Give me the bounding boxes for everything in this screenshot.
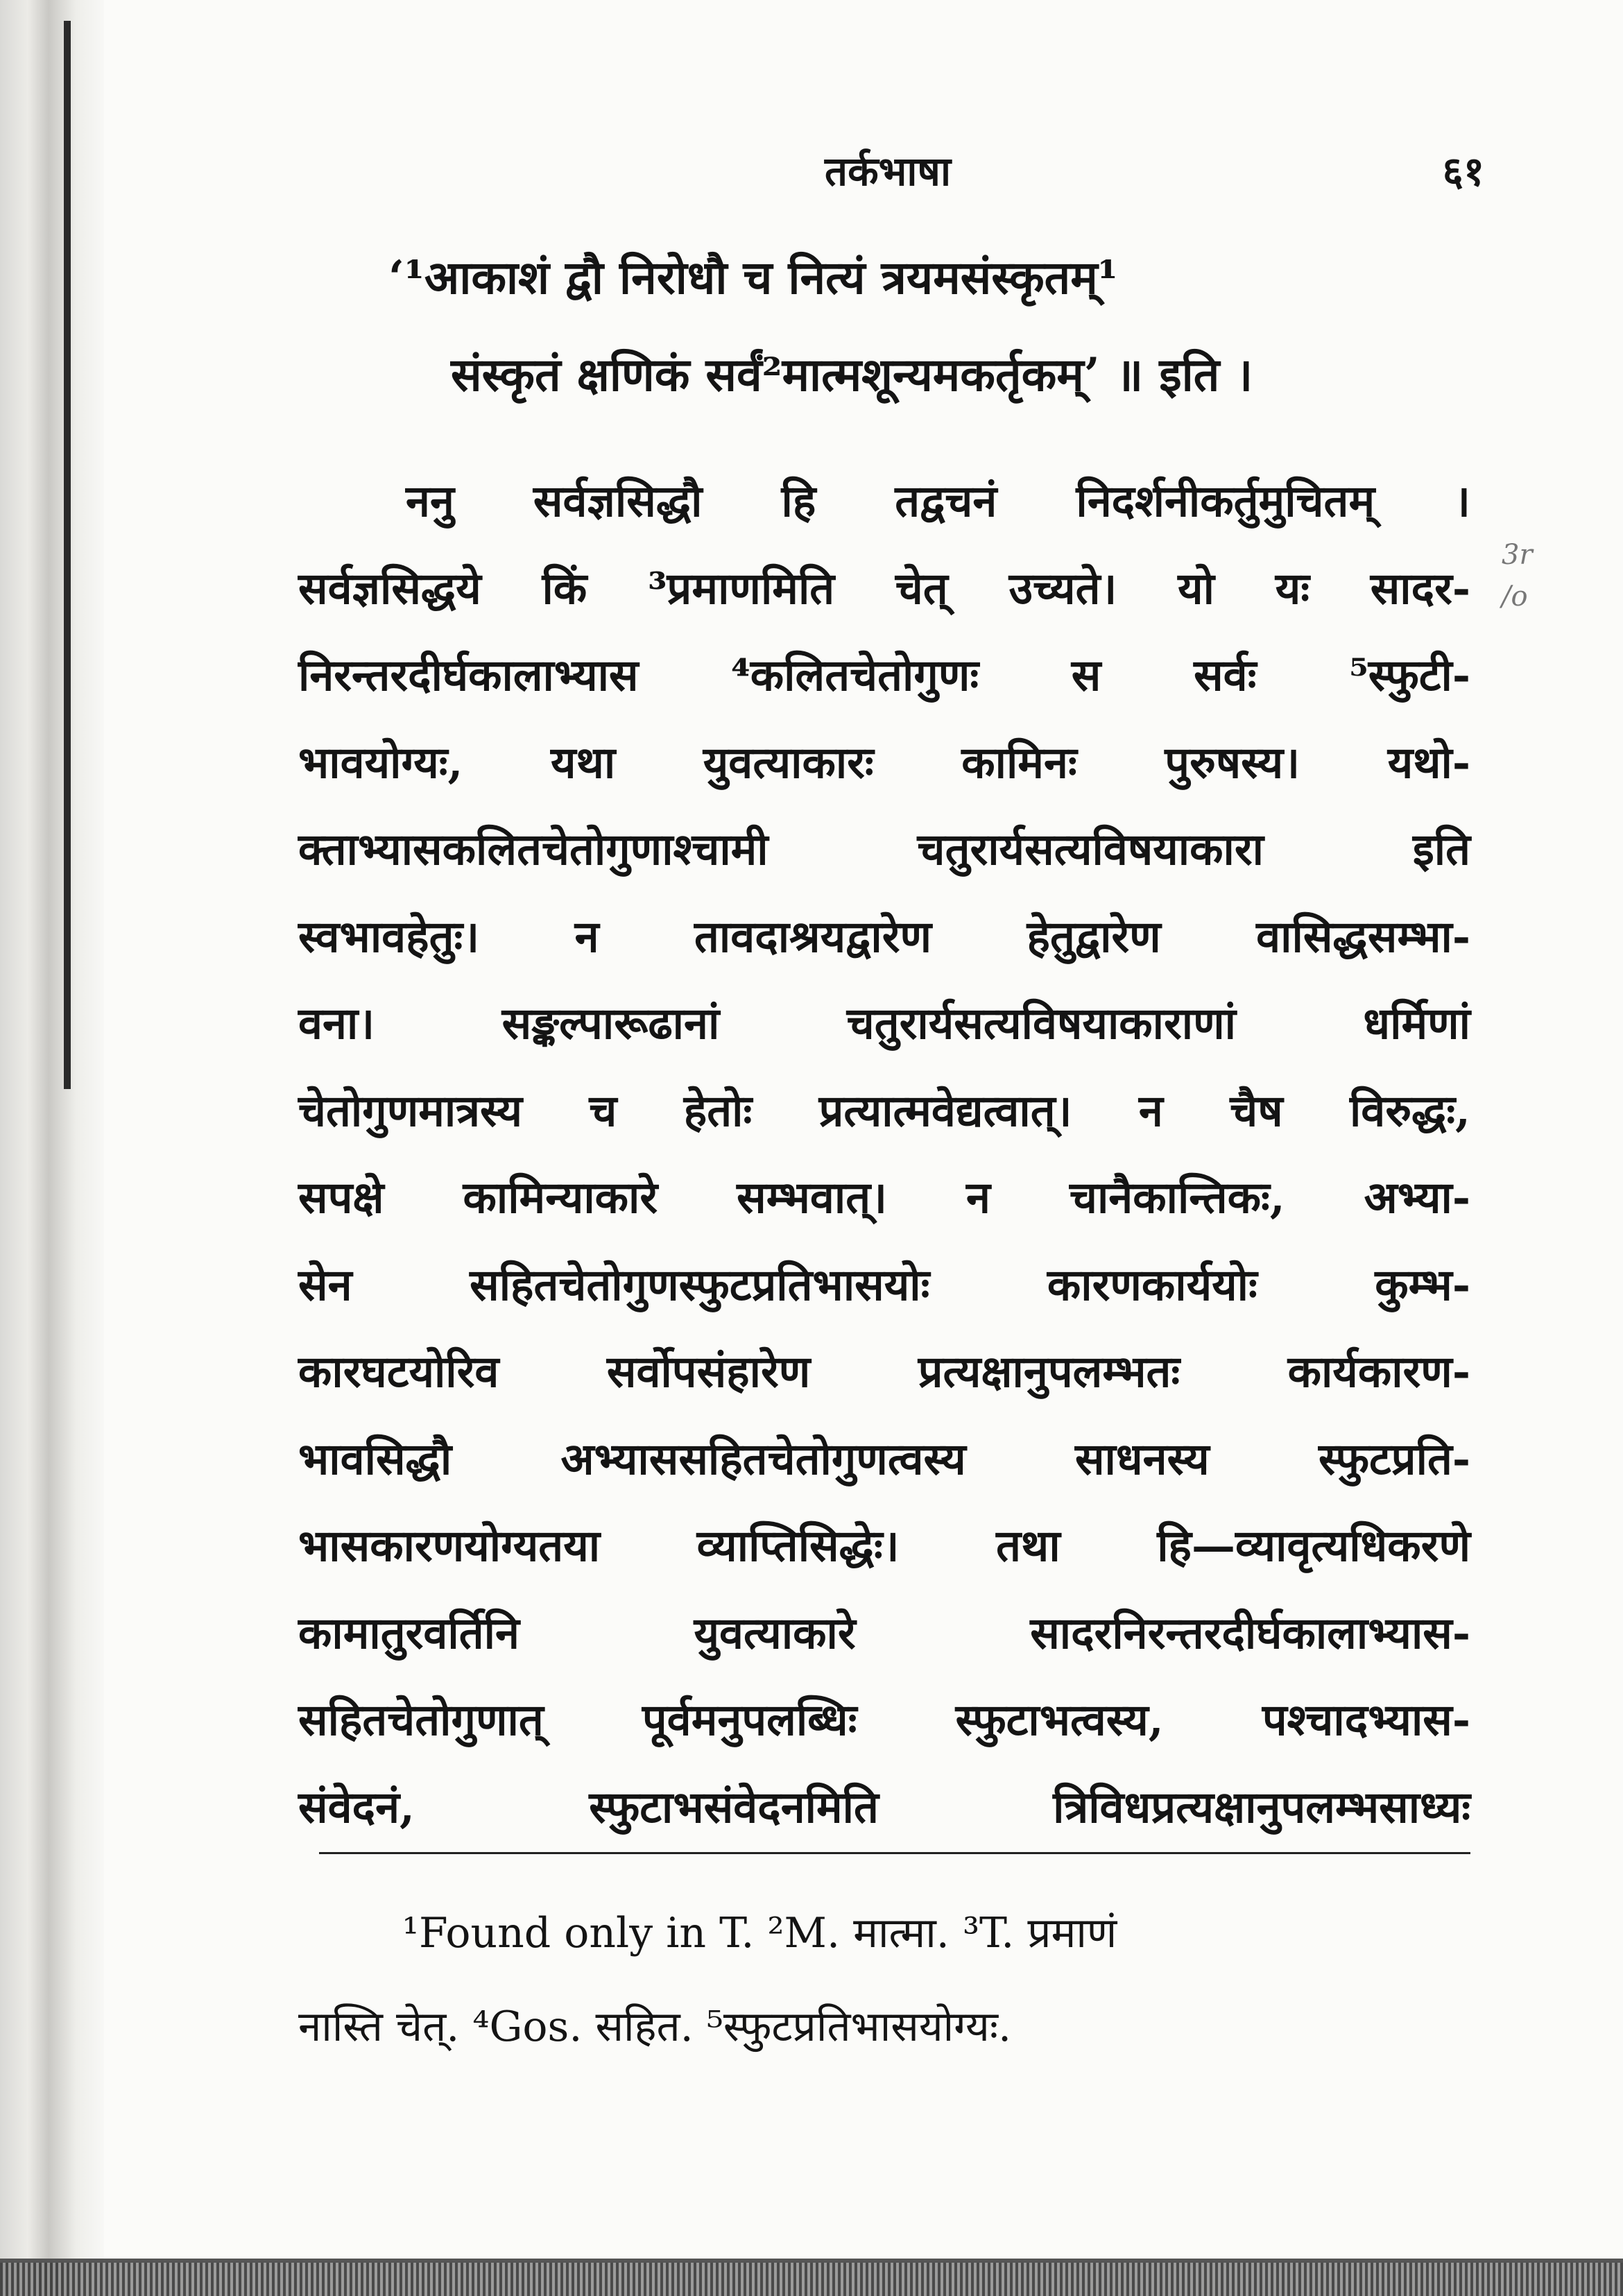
verse-line-1: ‘¹आकाशं द्वौ निरोधौ च नित्यं त्रयमसंस्कृतम्¹ <box>388 250 1118 305</box>
body-line: सर्वज्ञसिद्धये किं ³प्रमाणमिति चेत् उच्यते। यो यः सादर- <box>298 562 1470 614</box>
body-line: कारघटयोरिव सर्वोपसंहारेण प्रत्यक्षानुपलम्भतः कार्यकारण- <box>298 1346 1470 1397</box>
body-text <box>298 458 1470 1851</box>
body-line: ननु सर्वज्ञसिद्धौ हि तद्वचनं निदर्शनीकर्तुमुचितम् । <box>406 475 1470 526</box>
footnote-line-1: ¹Found only in T. ²M. मात्मा. ³T. प्रमाणं <box>402 1909 1117 1957</box>
verse-line-2: संस्कृतं क्षणिकं सर्वं²मात्मशून्यमकर्तृकम्’ ॥ इति । <box>451 348 1253 402</box>
body-line: स्वभावहेतुः। न तावदाश्रयद्वारेण हेतुद्वारेण वासिद्धसम्भा- <box>298 910 1470 962</box>
body-line: सेन सहितचेतोगुणस्फुटप्रतिभासयोः कारणकार्ययोः कुम्भ- <box>298 1258 1470 1310</box>
body-line: सपक्षे कामिन्याकारे सम्भवात्। न चानैकान्तिकः, अभ्या- <box>298 1172 1470 1223</box>
binding-line <box>64 21 71 1089</box>
page-header <box>291 142 1484 205</box>
footnote-line-2: नास्ति चेत्. ⁴Gos. सहित. ⁵स्फुटप्रतिभासयोग्यः. <box>298 2003 1012 2051</box>
margin-annotation-line: /o <box>1502 581 1528 612</box>
body-line: चेतोगुणमात्रस्य च हेतोः प्रत्यात्मवेद्यत्वात्। न चैष विरुद्धः, <box>298 1084 1470 1136</box>
margin-annotation <box>1502 534 1533 617</box>
body-line: सहितचेतोगुणात् पूर्वमनुपलब्धिः स्फुटाभत्वस्य, पश्चादभ्यास- <box>298 1694 1470 1745</box>
body-line: भावयोग्यः, यथा युवत्याकारः कामिनः पुरुषस्य। यथो- <box>298 736 1470 788</box>
body-line: भासकारणयोग्यतया व्याप्तिसिद्धेः। तथा हि—व्यावृत्यधिकरणे <box>298 1520 1470 1571</box>
footnote-divider <box>319 1852 1470 1854</box>
body-line: क्ताभ्यासकलितचेतोगुणाश्चामी चतुरार्यसत्यविषयाकारा इति <box>298 823 1470 875</box>
footnotes <box>298 1887 1470 2074</box>
body-line: वना। सङ्कल्पारूढानां चतुरार्यसत्यविषयाकाराणां धर्मिणां <box>298 997 1470 1049</box>
body-line: निरन्तरदीर्घकालाभ्यास ⁴कलितचेतोगुणः स सर्वः ⁵स्फुटी- <box>298 649 1470 701</box>
body-line: संवेदनं, स्फुटाभसंवेदनमिति त्रिविधप्रत्यक्षानुपलम्भसाध्यः <box>298 1781 1470 1833</box>
margin-annotation-line: 3r <box>1502 539 1533 571</box>
scan-gutter <box>0 0 104 2296</box>
body-line: भावसिद्धौ अभ्याससहितचेतोगुणत्वस्य साधनस्य स्फुटप्रति- <box>298 1432 1470 1484</box>
page-number: ६१ <box>1442 148 1484 195</box>
body-line: कामातुरवर्तिनि युवत्याकारे सादरनिरन्तरदीर्घकालाभ्यास- <box>298 1607 1470 1659</box>
scan-edge-strip <box>0 2263 1623 2296</box>
running-title: तर्कभाषा <box>825 148 951 195</box>
